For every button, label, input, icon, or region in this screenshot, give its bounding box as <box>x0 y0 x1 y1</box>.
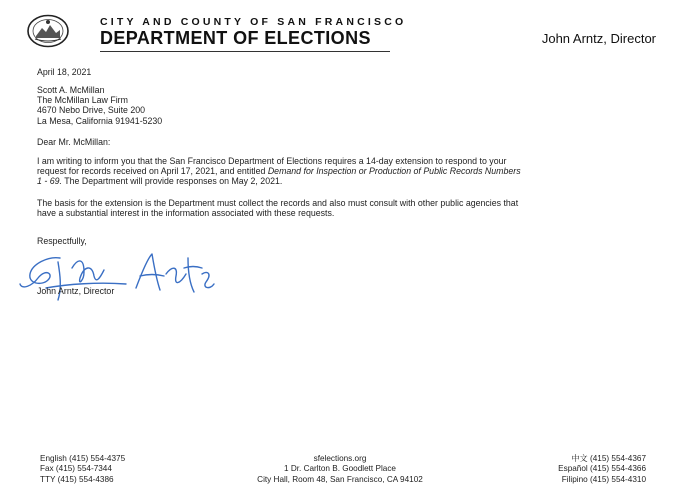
letter-footer <box>0 454 700 494</box>
paragraph-2-line-2: have a substantial interest in the information associated with these requests. <box>37 208 335 219</box>
footer-city-hall: City Hall, Room 48, San Francisco, CA 94102 <box>257 474 423 484</box>
request-numbers: 1 - 69. <box>37 176 62 187</box>
paragraph-2-line-1: The basis for the extension is the Department must collect the records and also must consult with other public agencies that <box>37 198 519 208</box>
letterhead <box>26 14 656 48</box>
footer-chinese: 中文 (415) 554-4367 <box>571 454 646 463</box>
recipient-city: La Mesa, California 91941-5230 <box>37 115 163 126</box>
paragraph-1-line-3-text: The Department will provide responses on May 2, 2021. <box>61 176 283 187</box>
footer-website: sfelections.org <box>313 454 367 463</box>
salutation: Dear Mr. McMillan: <box>37 137 111 147</box>
paragraph-1-line-2 <box>37 166 521 176</box>
recipient-street: 4670 Nebo Drive, Suite 200 <box>37 105 146 116</box>
footer-filipino: Filipino (415) 554-4310 <box>561 474 646 484</box>
paragraph-1-line-1: I am writing to inform you that the San Francisco Department of Elections requires a 14-day extension to respond to your <box>37 156 507 166</box>
letter-date: April 18, 2021 <box>37 67 92 77</box>
footer-phone-right <box>498 454 646 485</box>
agency-line: CITY AND COUNTY OF SAN FRANCISCO <box>100 16 407 28</box>
header-rule <box>100 51 390 52</box>
footer-fax: Fax (415) 554-7344 <box>40 464 112 474</box>
footer-address <box>220 454 460 485</box>
city-seal-icon <box>26 14 70 48</box>
recipient-address <box>37 85 162 126</box>
footer-english: English (415) 554-4375 <box>40 454 126 463</box>
footer-street: 1 Dr. Carlton B. Goodlett Place <box>284 464 396 474</box>
department-name: DEPARTMENT OF ELECTIONS <box>100 28 371 48</box>
paragraph-1-line-2-text: request for records received on April 17, 2021, and entitled <box>37 166 266 177</box>
paragraph-1-line-3 <box>37 176 521 186</box>
footer-phone-left <box>40 454 125 485</box>
closing: Respectfully, <box>37 236 87 246</box>
paragraph-1 <box>37 156 521 187</box>
recipient-firm: The McMillan Law Firm <box>37 95 128 106</box>
recipient-name: Scott A. McMillan <box>37 85 105 95</box>
director-name: John Arntz, Director <box>541 31 656 46</box>
footer-spanish: Español (415) 554-4366 <box>558 464 646 474</box>
request-title: Demand for Inspection or Production of Public Records Numbers <box>265 166 521 177</box>
paragraph-2 <box>37 198 518 218</box>
footer-tty: TTY (415) 554-4386 <box>40 474 114 484</box>
signer-name: John Arntz, Director <box>37 286 115 296</box>
